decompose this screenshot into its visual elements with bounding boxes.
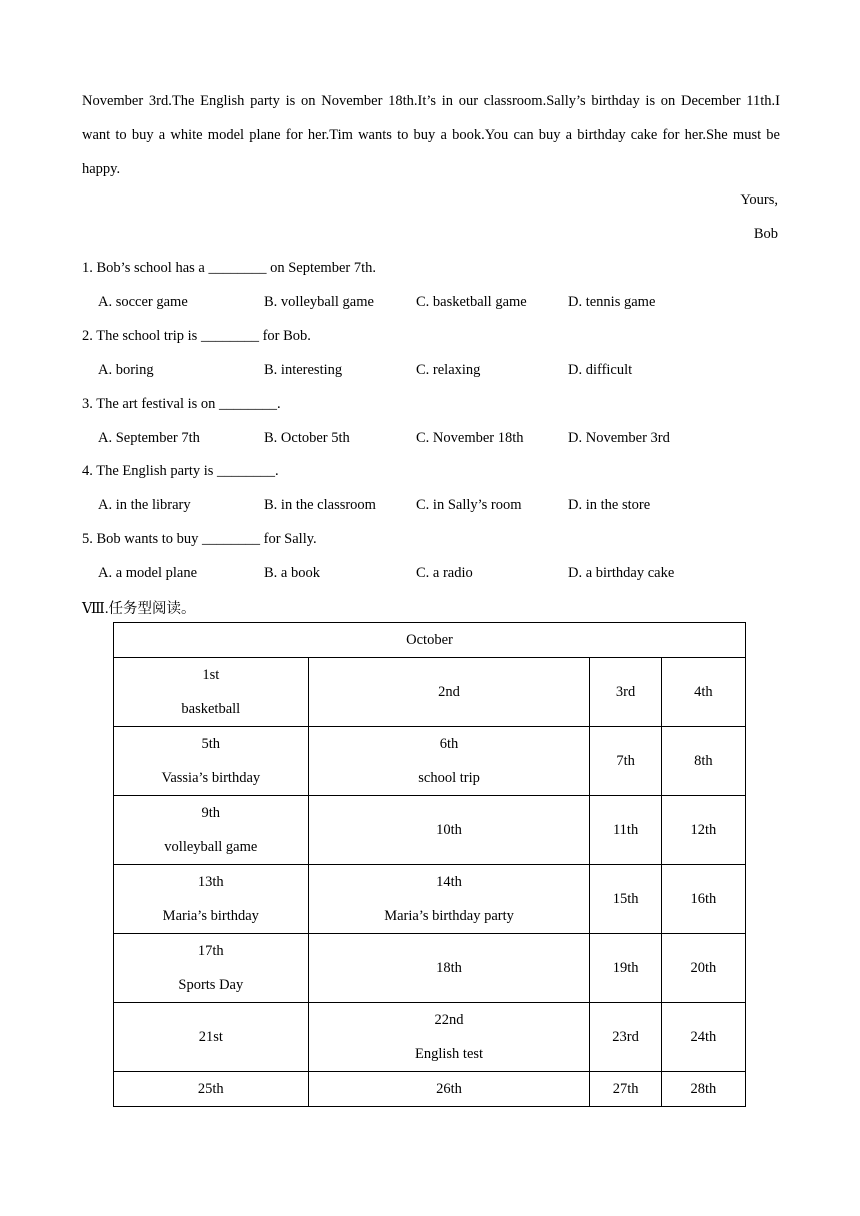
calendar-cell bbox=[661, 865, 745, 934]
calendar-cell bbox=[114, 1072, 309, 1107]
calendar-row bbox=[114, 1072, 746, 1107]
question-options bbox=[98, 294, 798, 314]
calendar-day: 10th bbox=[436, 822, 462, 838]
calendar-cell bbox=[590, 727, 661, 796]
answer-option: A. September 7th bbox=[98, 429, 200, 446]
calendar-cell bbox=[661, 934, 745, 1003]
answer-option: B. in the classroom bbox=[264, 497, 376, 514]
calendar-cell bbox=[590, 1072, 661, 1107]
calendar-day: 21st bbox=[198, 1029, 223, 1045]
calendar-cell bbox=[308, 796, 590, 865]
calendar-day: 8th bbox=[694, 753, 713, 769]
calendar-day: 20th bbox=[690, 960, 717, 976]
answer-option: C. relaxing bbox=[416, 361, 481, 378]
question-options bbox=[98, 497, 798, 517]
calendar-cell bbox=[114, 796, 309, 865]
letter-closing: Yours, bbox=[740, 192, 778, 208]
calendar-day: 17th bbox=[197, 943, 224, 959]
calendar-day: 19th bbox=[612, 960, 639, 976]
calendar-row bbox=[114, 796, 746, 865]
calendar-cell bbox=[114, 865, 309, 934]
question-stem: 5. Bob wants to buy ________ for Sally. bbox=[82, 531, 317, 547]
calendar-event: Maria’s birthday bbox=[162, 908, 259, 924]
calendar-month-header: October bbox=[114, 623, 746, 658]
calendar-day: 27th bbox=[612, 1081, 639, 1097]
calendar-row bbox=[114, 934, 746, 1003]
calendar-cell bbox=[661, 658, 745, 727]
calendar-cell bbox=[308, 658, 590, 727]
answer-option: A. a model plane bbox=[98, 565, 198, 581]
section-heading: Ⅷ.任务型阅读。 bbox=[82, 601, 196, 617]
calendar-day: 18th bbox=[436, 960, 462, 976]
october-calendar-table bbox=[113, 622, 746, 1107]
calendar-day: 5th bbox=[201, 736, 221, 752]
calendar-cell bbox=[114, 727, 309, 796]
calendar-day: 4th bbox=[694, 684, 713, 700]
answer-option: D. a birthday cake bbox=[568, 565, 675, 581]
calendar-day: 7th bbox=[616, 753, 635, 769]
question-stem: 2. The school trip is ________ for Bob. bbox=[82, 327, 311, 344]
calendar-cell bbox=[308, 865, 590, 934]
calendar-cell bbox=[661, 727, 745, 796]
calendar-event: Vassia’s birthday bbox=[161, 770, 261, 786]
calendar-day: 25th bbox=[197, 1081, 224, 1097]
answer-option: B. a book bbox=[264, 565, 320, 581]
calendar-cell bbox=[590, 796, 661, 865]
calendar-day: 16th bbox=[690, 891, 717, 907]
calendar-day: 11th bbox=[612, 822, 639, 838]
question-stem: 1. Bob’s school has a ________ on September 7th. bbox=[82, 260, 377, 276]
calendar-day: 24th bbox=[690, 1029, 717, 1045]
calendar-day: 12th bbox=[690, 822, 717, 838]
answer-option: A. in the library bbox=[98, 497, 191, 514]
calendar-day: 23rd bbox=[612, 1029, 639, 1045]
calendar-day: 14th bbox=[436, 874, 462, 890]
calendar-event: Maria’s birthday party bbox=[384, 908, 514, 924]
answer-option: C. November 18th bbox=[416, 429, 524, 446]
letter-signature: Bob bbox=[753, 226, 778, 242]
calendar-cell bbox=[308, 934, 590, 1003]
answer-option: A. soccer game bbox=[98, 294, 188, 310]
calendar-day: 1st bbox=[202, 667, 220, 683]
calendar-cell bbox=[308, 1003, 590, 1072]
answer-option: C. a radio bbox=[416, 565, 473, 581]
passage-text: November 3rd.The English party is on November 18th.It’s in our classroom.Sally’s birthday is on December 11th.I want to buy a white model plane for her.Tim wants to buy a book.You can buy a birthday cake for her.She must be happy. bbox=[82, 93, 780, 177]
answer-option: B. volleyball game bbox=[264, 294, 374, 310]
calendar-cell bbox=[114, 1003, 309, 1072]
calendar-day: 26th bbox=[436, 1081, 462, 1097]
answer-option: D. November 3rd bbox=[568, 429, 670, 446]
calendar-row bbox=[114, 727, 746, 796]
calendar-cell bbox=[590, 658, 661, 727]
calendar-cell bbox=[114, 658, 309, 727]
calendar-day: 3rd bbox=[615, 684, 636, 700]
question-options bbox=[98, 565, 798, 585]
calendar-event: volleyball game bbox=[164, 839, 258, 855]
question-stem: 3. The art festival is on ________. bbox=[82, 395, 281, 412]
calendar-cell bbox=[661, 1003, 745, 1072]
question-options bbox=[98, 362, 798, 382]
calendar-cell bbox=[590, 934, 661, 1003]
calendar-day: 13th bbox=[197, 874, 224, 890]
answer-option: B. interesting bbox=[264, 361, 343, 378]
calendar-row bbox=[114, 658, 746, 727]
question-stem: 4. The English party is ________. bbox=[82, 463, 279, 480]
calendar-row bbox=[114, 865, 746, 934]
calendar-cell bbox=[114, 934, 309, 1003]
calendar-cell bbox=[590, 1003, 661, 1072]
answer-option: C. in Sally’s room bbox=[416, 497, 522, 514]
calendar-event: Sports Day bbox=[178, 977, 244, 993]
calendar-day: 28th bbox=[690, 1081, 717, 1097]
calendar-event: English test bbox=[415, 1046, 484, 1062]
calendar-day: 2nd bbox=[438, 684, 460, 700]
answer-option: A. boring bbox=[98, 361, 154, 378]
answer-option: D. in the store bbox=[568, 497, 651, 514]
calendar-row bbox=[114, 1003, 746, 1072]
calendar-day: 22nd bbox=[434, 1012, 464, 1028]
calendar-day: 6th bbox=[439, 736, 459, 752]
calendar-cell bbox=[308, 1072, 590, 1107]
answer-option: C. basketball game bbox=[416, 294, 527, 310]
answer-option: B. October 5th bbox=[264, 429, 350, 446]
calendar-cell bbox=[308, 727, 590, 796]
answer-option: D. tennis game bbox=[568, 294, 656, 310]
calendar-cell bbox=[661, 1072, 745, 1107]
calendar-cell bbox=[590, 865, 661, 934]
answer-option: D. difficult bbox=[568, 361, 633, 378]
calendar-event: school trip bbox=[418, 770, 480, 786]
calendar-event: basketball bbox=[181, 701, 241, 717]
calendar-day: 9th bbox=[201, 805, 221, 821]
calendar-cell bbox=[661, 796, 745, 865]
question-options bbox=[98, 430, 798, 450]
calendar-day: 15th bbox=[612, 891, 639, 907]
